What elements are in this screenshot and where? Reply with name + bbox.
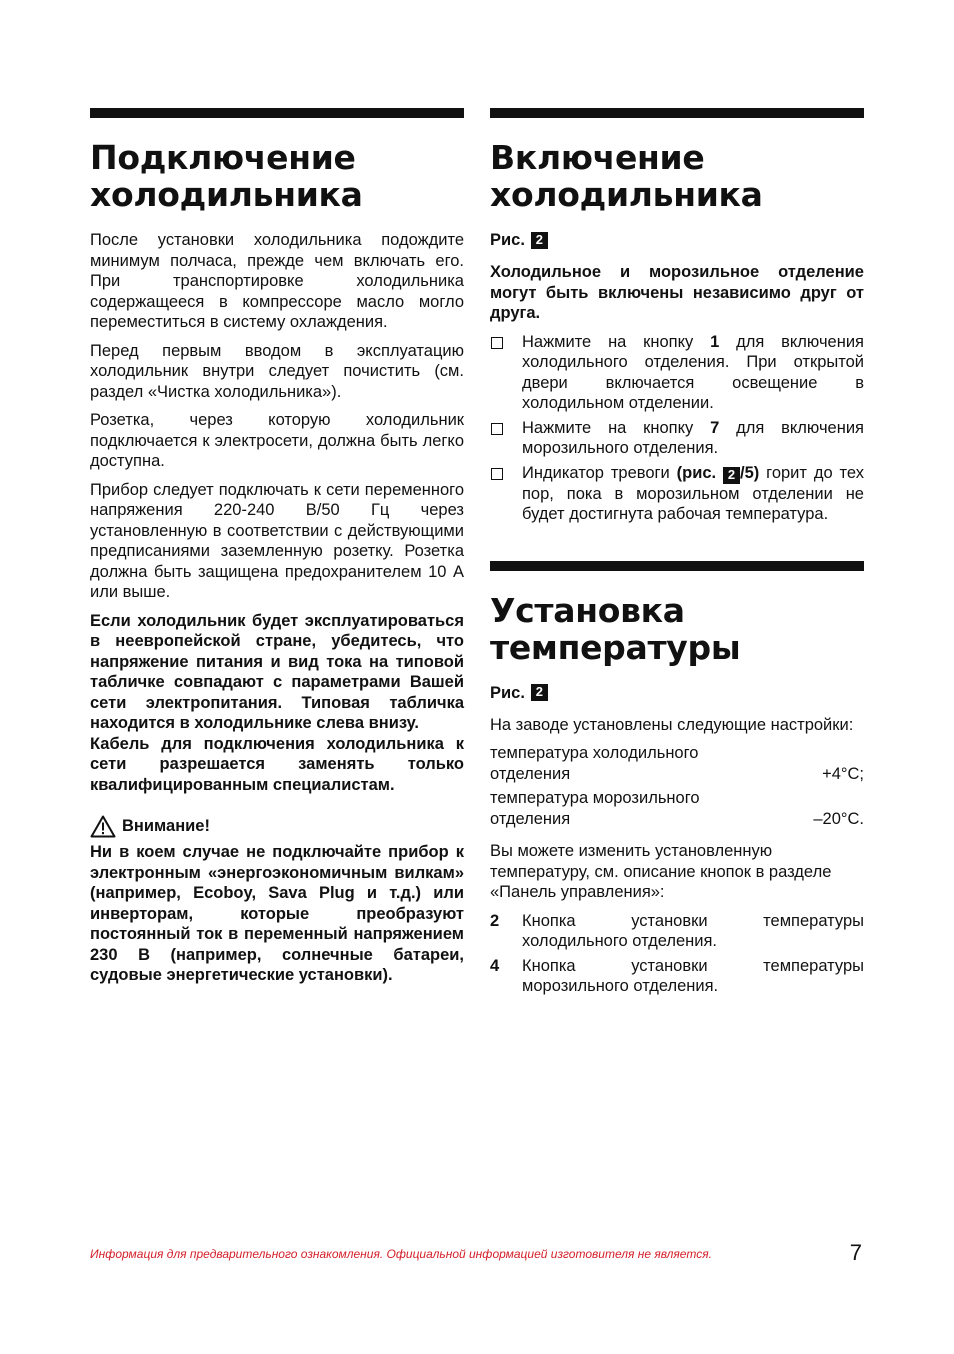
list-item [490, 911, 864, 952]
heading-line: Включение [490, 138, 705, 177]
section-rule [90, 108, 464, 118]
list-item [490, 418, 864, 459]
key-number: 4 [490, 956, 500, 975]
heading-line: температуры [490, 627, 741, 667]
key-list [490, 911, 864, 997]
section-heading-switch-on [490, 139, 864, 213]
paragraph: Вы можете изменить установленную температуру, см. описание кнопок в разделе «Панель управления»: [490, 842, 832, 901]
figure-number-box: 2 [531, 232, 548, 249]
item-text: для включения холодильного отделения. При открытой двери включается освещение в холодильном отделении. [522, 332, 864, 412]
list-item [490, 463, 864, 525]
section-heading-connect [90, 139, 464, 213]
item-text: Нажмите на кнопку [522, 332, 711, 351]
section-heading-temperature [490, 592, 864, 666]
heading-line: холодильника [490, 175, 763, 214]
item-text: Кнопка установки температуры холодильного отделения. [522, 911, 864, 950]
paragraph: После установки холодильника подождите минимум полчаса, прежде чем включать его. При транспортировке холодильника содержащееся в компрессоре масло могло переместиться в систему охлаждения. [90, 231, 464, 331]
item-text: для включения морозильного отделения. [522, 418, 864, 457]
checkbox-bullet-icon [491, 468, 503, 480]
warning-title: Внимание! [122, 817, 210, 835]
figure-ref: /5) [740, 463, 760, 482]
setting-value: –20°C. [813, 809, 864, 828]
key-number: 1 [710, 332, 720, 351]
list-item [490, 332, 864, 414]
figure-reference [490, 683, 864, 703]
warning-triangle-icon [90, 815, 116, 838]
setting-label: температура морозильного отделения [490, 789, 700, 828]
item-text: Индикатор тревоги [522, 463, 677, 482]
heading-line: Установка [490, 590, 685, 630]
key-number: 2 [490, 911, 500, 930]
figure-number-box: 2 [531, 684, 548, 701]
section-rule [490, 561, 864, 571]
item-text: Кнопка установки температуры морозильного отделения. [522, 956, 864, 995]
figure-number-box: 2 [723, 467, 740, 484]
page-number: 7 [849, 1240, 862, 1265]
checkbox-bullet-icon [491, 423, 503, 435]
paragraph: Розетка, через которую холодильник подключается к электросети, должна быть легко доступна. [90, 411, 464, 470]
heading-line: холодильника [90, 175, 363, 214]
bold-paragraph: Кабель для подключения холодильника к сети разрешается заменять только квалифицированным специалистам. [90, 734, 464, 794]
setting-label: температура холодильного отделения [490, 744, 699, 783]
list-item [490, 956, 864, 997]
checkbox-bullet-icon [491, 337, 503, 349]
warning-text: Ни в коем случае не подключайте прибор к электронным «энергоэкономичным вилкам» (например, Ecoboy, Sava Plug и т.д.) или инверторам, которые преобразуют постоянный ток в переменный напряжением 230 В (например, солнечные батареи, судовые энергетические установки). [90, 843, 464, 984]
setting-row [490, 788, 864, 829]
figure-label: Рис. [490, 683, 525, 702]
paragraph: Прибор следует подключать к сети переменного напряжения 220-240 В/50 Гц через установленную в соответствии с действующими предписаниями заземленную розетку. Розетка должна быть защищена предохранителем 10 А или выше. [90, 480, 464, 601]
footer-disclaimer: Информация для предварительного ознакомления. Официальной информацией изготовителя не является. [90, 1247, 712, 1261]
paragraph: На заводе установлены следующие настройки: [490, 715, 854, 734]
right-column [490, 108, 864, 1001]
bold-paragraph: Холодильное и морозильное отделение могут быть включены независимо друг от друга. [490, 263, 864, 322]
warning-heading [90, 815, 464, 838]
instruction-list [490, 332, 864, 525]
section-rule [490, 108, 864, 118]
figure-ref: (рис. [676, 463, 724, 482]
item-text: горит до тех пор, пока в морозильном отделении не будет достигнута рабочая температура. [522, 463, 864, 523]
setting-value: +4°C; [822, 764, 864, 783]
paragraph: Перед первым вводом в эксплуатацию холодильник внутри следует почистить (см. раздел «Чистка холодильника»). [90, 341, 464, 401]
setting-row [490, 743, 864, 784]
figure-label: Рис. [490, 231, 525, 249]
heading-line: Подключение [90, 138, 356, 177]
key-number: 7 [710, 418, 720, 437]
bold-paragraph: Если холодильник будет эксплуатироваться в неевропейской стране, убедитесь, что напряжение питания и вид тока на типовой табличке совпадают с параметрами Вашей сети электропитания. Типовая табличка находится в холодильнике слева внизу. [90, 611, 464, 732]
left-column [90, 108, 464, 994]
figure-reference [490, 230, 864, 250]
item-text: Нажмите на кнопку [522, 418, 711, 437]
